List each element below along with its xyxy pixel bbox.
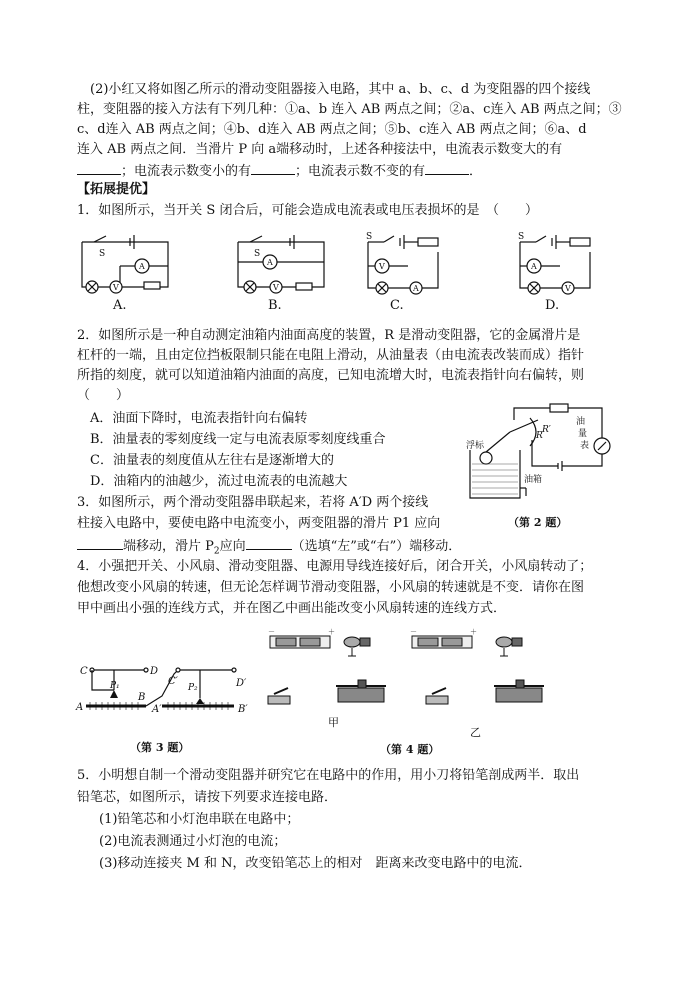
svg-text:A: A xyxy=(139,262,145,271)
q-prev-line5: ；电流表示数变小的有 ；电流表示数不变的有 ． xyxy=(77,160,482,182)
svg-text:D′: D′ xyxy=(236,678,247,689)
q5-line1: 5．小明想自制一个滑动变阻器并研究它在电路中的作用，用小刀将铅笔剖成两半．取出 xyxy=(77,768,580,783)
q-prev-line2: 柱，变阻器的接入方法有下列几种：①a、b 连入 AB 两点之间；②a、c连入 AB 两点之间；③ xyxy=(77,102,622,117)
answer-blank-p2[interactable] xyxy=(246,535,292,550)
svg-text:A: A xyxy=(413,284,419,293)
q2-option-b: B．油量表的零刻度线一定与电流表原零刻度线重合 xyxy=(90,432,386,447)
svg-text:V: V xyxy=(565,284,571,293)
q2-oil-gauge-diagram xyxy=(462,400,622,510)
svg-text:S: S xyxy=(518,232,525,242)
q2-option-d: D．油箱内的油越少，流过电流表的电流越大 xyxy=(90,474,348,489)
q4-label-jia: 甲 xyxy=(328,716,339,729)
q5-req2: (2)电流表测通过小灯泡的电流； xyxy=(99,834,287,849)
q4-line2: 他想改变小风扇的转速，但无论怎样调节滑动变阻器，小风扇的转速就是不变．请你在图 xyxy=(77,580,585,595)
svg-text:C′: C′ xyxy=(168,676,178,687)
q4-apparatus-yi xyxy=(404,628,524,738)
q4-caption: （第 4 题） xyxy=(380,743,440,756)
q-prev-line4: 连入 AB 两点之间．当滑片 P 向 a端移动时，上述各种接法中，电流表示数变大的有 xyxy=(77,142,563,157)
q1-option-a: A. xyxy=(113,298,127,313)
svg-text:P₂: P₂ xyxy=(188,683,198,693)
q2-label-r-prime: R′ xyxy=(542,425,551,435)
svg-text:油箱: 油箱 xyxy=(524,475,543,485)
svg-text:量: 量 xyxy=(578,429,588,439)
q2-option-c: C．油量表的刻度值从左往右是逐渐增大的 xyxy=(90,453,334,468)
svg-text:－: － xyxy=(268,628,275,636)
section-title: 【拓展提优】 xyxy=(77,182,156,197)
svg-text:A: A xyxy=(76,702,84,713)
svg-text:表: 表 xyxy=(580,441,590,451)
q5-req3: (3)移动连接夹 M 和 N，改变铅笔芯上的相对 距离来改变电路中的电流． xyxy=(99,856,532,871)
q2-label-r: R xyxy=(536,431,543,441)
q1-circuit-b xyxy=(236,232,326,294)
answer-blank-p1[interactable] xyxy=(77,535,123,550)
svg-text:S: S xyxy=(99,249,106,259)
q1-circuit-c xyxy=(358,232,448,294)
q1-option-d: D. xyxy=(545,298,560,313)
svg-text:C: C xyxy=(80,666,88,677)
q3-line1: 3．如图所示，两个滑动变阻器串联起来，若将 A′D 两个接线 xyxy=(77,495,429,510)
q-prev-line3: c、d连入 AB 两点之间；④b、d连入 AB 两点之间；⑤b、c连入 AB 两点之间；⑥a、d xyxy=(77,122,587,137)
q5-line2: 铅笔芯，如图所示，请按下列要求连接电路． xyxy=(77,790,338,805)
svg-text:P₁: P₁ xyxy=(110,681,120,691)
q1-text: 1．如图所示，当开关 S 闭合后，可能会造成电流表或电压表损坏的是 （ ） xyxy=(77,203,538,218)
svg-text:V: V xyxy=(273,283,279,292)
svg-text:V: V xyxy=(379,262,385,271)
q4-line1: 4．小强把开关、小风扇、滑动变阻器、电源用导线连接好后，闭合开关，小风扇转动了； xyxy=(77,559,593,574)
svg-text:A: A xyxy=(267,258,273,267)
answer-blank-unchanged[interactable] xyxy=(425,160,469,175)
q3-line3: 端移动，滑片 $P_2$应向 （选填“左”或“右”）端移动． xyxy=(77,535,461,562)
q2-caption: （第 2 题） xyxy=(508,516,568,529)
q2-option-a: A．油面下降时，电流表指针向右偏转 xyxy=(90,411,308,426)
q3-rheostats-diagram xyxy=(74,660,254,740)
q1-circuit-d xyxy=(510,232,600,294)
svg-text:－: － xyxy=(410,628,417,636)
q-prev-line1: (2)小红又将如图乙所示的滑动变阻器接入电路，其中 a、b、c、d 为变阻器的四个接线 xyxy=(90,82,591,97)
svg-text:B: B xyxy=(138,692,146,703)
svg-text:浮标: 浮标 xyxy=(466,441,485,451)
svg-text:B′: B′ xyxy=(238,704,248,715)
svg-text:D: D xyxy=(150,666,159,677)
svg-text:油: 油 xyxy=(576,417,586,427)
q3-caption: （第 3 题） xyxy=(130,741,190,754)
q4-apparatus-jia xyxy=(262,628,382,738)
svg-text:S: S xyxy=(254,249,261,259)
q2-line4: （ ） xyxy=(77,388,130,403)
q5-req1: (1)铅笔芯和小灯泡串联在电路中； xyxy=(99,812,300,827)
svg-text:V: V xyxy=(113,283,119,292)
q1-option-c: C. xyxy=(390,298,404,313)
q2-line2: 杠杆的一端，且由定位挡板限制只能在电阻上滑动，从油量表（由电流表改装而成）指针 xyxy=(77,348,585,363)
q4-label-yi: 乙 xyxy=(470,726,481,739)
svg-text:＋: ＋ xyxy=(328,628,335,636)
answer-blank-increase[interactable] xyxy=(77,160,121,175)
answer-blank-decrease[interactable] xyxy=(251,160,295,175)
svg-text:S: S xyxy=(366,232,373,242)
q2-line1: 2．如图所示是一种自动测定油箱内油面高度的装置，R 是滑动变阻器，它的金属滑片是 xyxy=(77,328,581,343)
q2-line3: 所指的刻度，就可以知道油箱内油面的高度，已知电流增大时，电流表指针向右偏转，则 xyxy=(77,368,585,383)
q4-line3: 甲中画出小强的连线方式，并在图乙中画出能改变小风扇转速的连线方式． xyxy=(77,601,507,616)
q1-circuit-a xyxy=(80,232,170,294)
q1-option-b: B. xyxy=(268,298,282,313)
svg-text:A: A xyxy=(531,262,537,271)
svg-text:A′: A′ xyxy=(152,704,162,715)
svg-text:＋: ＋ xyxy=(470,628,477,636)
q3-line2: 柱接入电路中，要使电路中电流变小，两变阻器的滑片 P1 应向 xyxy=(77,516,441,531)
